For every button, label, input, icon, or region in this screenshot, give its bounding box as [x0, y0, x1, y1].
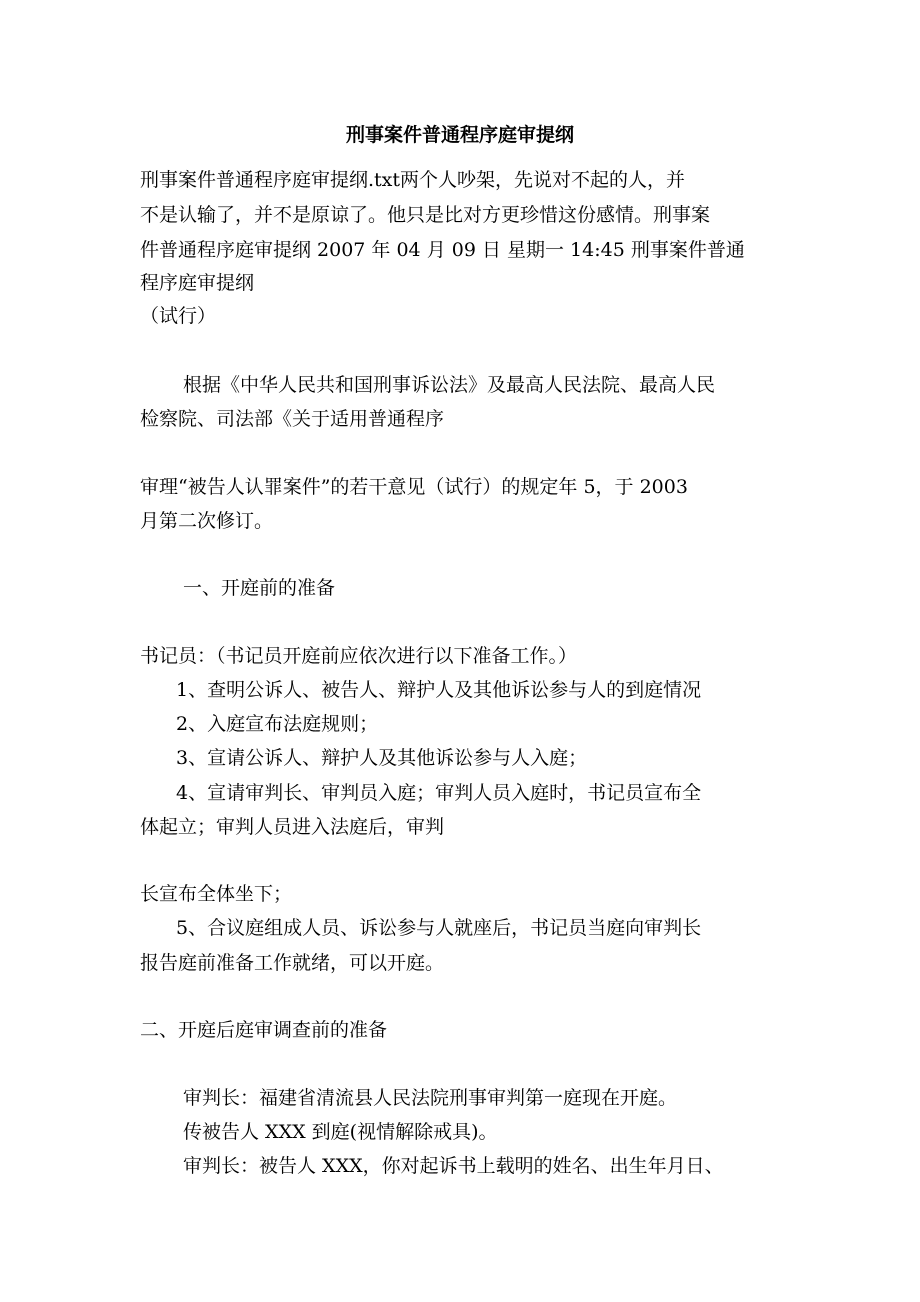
- paragraph-line: 审判长：福建省清流县人民法院刑事审判第一庭现在开庭。: [183, 1087, 678, 1109]
- paragraph-line: 体起立；审判人员进入法庭后，审判: [140, 816, 445, 838]
- paragraph-line: 长宣布全体坐下；: [140, 883, 293, 905]
- paragraph-line: 检察院、司法部《关于适用普通程序: [140, 408, 445, 430]
- paragraph-line: 书记员：（书记员开庭前应依次进行以下准备工作。）: [140, 645, 578, 667]
- paragraph-line: 不是认输了，并不是原谅了。他只是比对方更珍惜这份感情。刑事案: [140, 204, 711, 226]
- paragraph-line: 件普通程序庭审提纲 2007 年 04 月 09 日 星期一 14:45 刑事案件普通: [140, 239, 745, 261]
- paragraph-line: 报告庭前准备工作就绪，可以开庭。: [140, 952, 445, 974]
- paragraph-line: 审判长：被告人 XXX，你对起诉书上载明的姓名、出生年月日、: [183, 1155, 724, 1177]
- section-heading: 二、开庭后庭审调查前的准备: [140, 1019, 388, 1041]
- list-item: 2、入庭宣布法庭规则；: [176, 713, 379, 735]
- paragraph-line: 传被告人 XXX 到庭(视情解除戒具)。: [183, 1121, 498, 1143]
- paragraph-line: 根据《中华人民共和国刑事诉讼法》及最高人民法院、最高人民: [183, 374, 716, 396]
- document-title: 刑事案件普通程序庭审提纲: [345, 124, 574, 146]
- paragraph-line: 审理“被告人认罪案件”的若干意见（试行）的规定年 5，于 2003: [140, 476, 688, 498]
- paragraph-line: 刑事案件普通程序庭审提纲.txt两个人吵架，先说对不起的人，并: [140, 169, 686, 191]
- list-item: 4、宣请审判长、审判员入庭；审判人员入庭时，书记员宣布全: [176, 782, 702, 804]
- list-item: 5、合议庭组成人员、诉讼参与人就座后，书记员当庭向审判长: [176, 917, 702, 939]
- list-item: 3、宣请公诉人、辩护人及其他诉讼参与人入庭；: [176, 747, 588, 769]
- paragraph-line: 月第二次修订。: [140, 510, 274, 532]
- list-item: 1、查明公诉人、被告人、辩护人及其他诉讼参与人的到庭情况: [176, 679, 702, 701]
- paragraph-line: 程序庭审提纲: [140, 272, 255, 294]
- paragraph-line: （试行）: [140, 305, 217, 327]
- section-heading: 一、开庭前的准备: [183, 577, 336, 599]
